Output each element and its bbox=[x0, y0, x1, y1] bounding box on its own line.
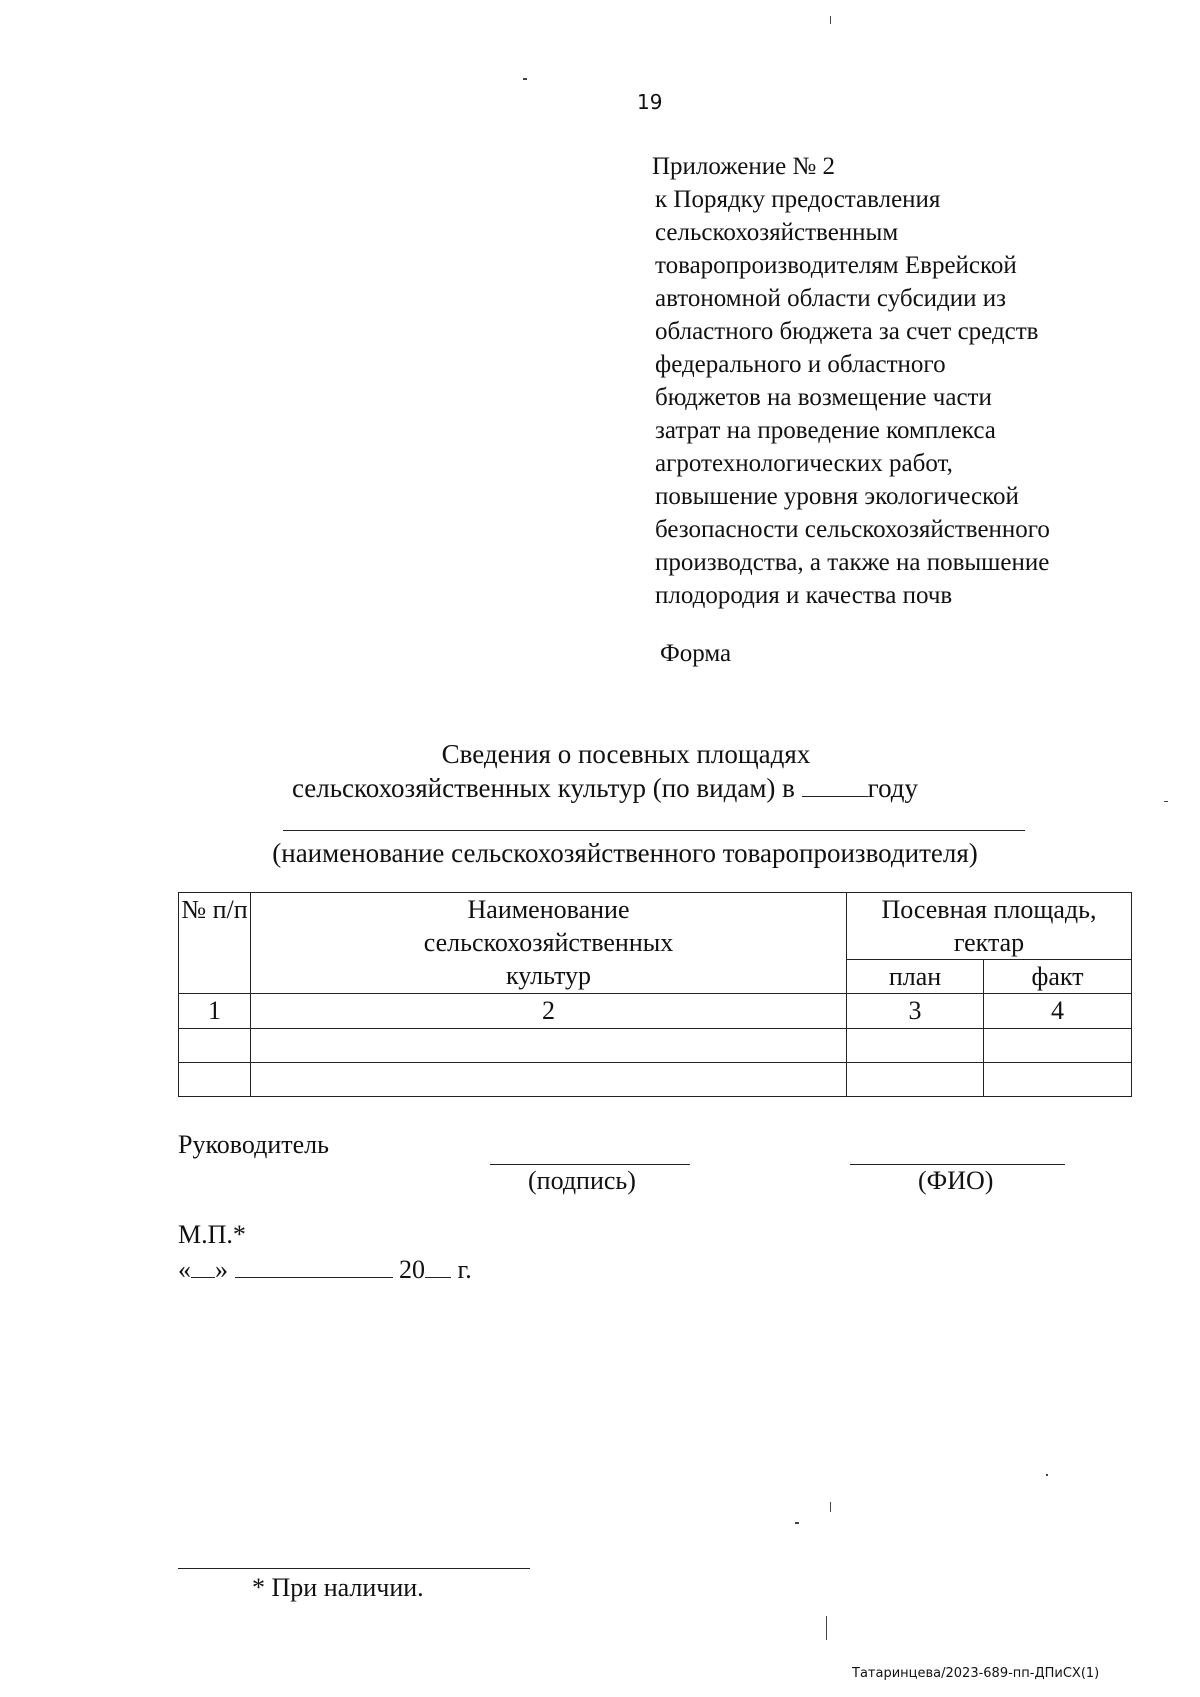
producer-caption bbox=[0, 838, 1200, 869]
date-row bbox=[178, 1253, 472, 1285]
document-title bbox=[0, 737, 1200, 805]
scan-mark bbox=[830, 16, 831, 24]
appendix-line: бюджетов на возмещение части bbox=[655, 384, 992, 411]
appendix-line: сельскохозяйственным bbox=[655, 219, 899, 246]
day-blank[interactable] bbox=[191, 1253, 215, 1278]
header-area: Посевная площадь, гектар bbox=[881, 895, 1097, 957]
appendix-line: областного бюджета за счет средств bbox=[655, 318, 1039, 345]
column-number: 2 bbox=[251, 994, 847, 1029]
scan-mark bbox=[826, 1616, 827, 1640]
appendix-line: производства, а также на повышение bbox=[655, 549, 1050, 576]
appendix-line: автономной области субсидии из bbox=[655, 285, 1007, 312]
stamp-label: М.П.* bbox=[178, 1220, 246, 1249]
empty-cell[interactable] bbox=[179, 1029, 251, 1063]
column-number: 4 bbox=[984, 994, 1132, 1029]
empty-cell[interactable] bbox=[847, 1029, 984, 1063]
appendix-line: федерального и областного bbox=[655, 351, 946, 378]
scan-mark bbox=[830, 1502, 831, 1512]
scan-mark bbox=[795, 1522, 799, 1524]
date-open-quote: « bbox=[178, 1255, 191, 1284]
footnote-separator bbox=[178, 1568, 530, 1569]
title-line-1: Сведения о посевных площадях bbox=[441, 739, 811, 769]
scan-mark bbox=[1046, 1474, 1048, 1476]
table-row bbox=[179, 1029, 1132, 1063]
header-name-cell bbox=[251, 893, 847, 994]
title-year-word: году bbox=[867, 773, 919, 803]
appendix-line: к Порядку предоставления bbox=[655, 186, 941, 213]
column-number: 3 bbox=[847, 994, 984, 1029]
month-blank[interactable] bbox=[235, 1253, 393, 1278]
appendix-line: Приложение № 2 bbox=[652, 153, 836, 180]
producer-caption-text: (наименование сельскохозяйственного товаропроизводителя) bbox=[272, 838, 978, 868]
fio-line[interactable] bbox=[850, 1164, 1065, 1165]
column-number: 1 bbox=[179, 994, 251, 1029]
title-line-2-text: сельскохозяйственных культур (по видам) в bbox=[291, 773, 795, 803]
header-plan: план bbox=[847, 960, 984, 994]
form-label: Форма bbox=[660, 640, 732, 667]
header-fact: факт bbox=[984, 960, 1132, 994]
header-num: № п/п bbox=[181, 895, 248, 924]
appendix-line: товаропроизводителям Еврейской bbox=[655, 252, 1017, 279]
appendix-line: повышение уровня экологической bbox=[655, 483, 1019, 510]
empty-cell[interactable] bbox=[251, 1029, 847, 1063]
date-close-quote: » bbox=[215, 1255, 228, 1284]
empty-cell[interactable] bbox=[847, 1063, 984, 1097]
year-blank-field[interactable] bbox=[802, 774, 868, 797]
appendix-header bbox=[652, 150, 1125, 612]
header-name: Наименование сельскохозяйственных культур bbox=[423, 895, 674, 990]
producer-name-line[interactable] bbox=[283, 830, 1025, 831]
empty-cell[interactable] bbox=[984, 1029, 1132, 1063]
appendix-line: безопасности сельскохозяйственного bbox=[655, 516, 1050, 543]
scan-mark bbox=[523, 78, 527, 80]
page-number: 19 bbox=[637, 90, 663, 114]
empty-cell[interactable] bbox=[179, 1063, 251, 1097]
scan-mark bbox=[1164, 801, 1168, 802]
empty-cell[interactable] bbox=[251, 1063, 847, 1097]
signature-caption: (подпись) bbox=[528, 1166, 636, 1195]
header-num-cell bbox=[179, 893, 251, 994]
head-label: Руководитель bbox=[178, 1130, 329, 1159]
signature-line[interactable] bbox=[490, 1164, 690, 1165]
footnote: * При наличии. bbox=[252, 1573, 424, 1602]
crops-table bbox=[178, 892, 1132, 1097]
fio-caption: (ФИО) bbox=[918, 1166, 994, 1195]
year-suffix: г. bbox=[457, 1255, 472, 1284]
appendix-line: плодородия и качества почв bbox=[655, 582, 953, 609]
header-area-cell bbox=[847, 893, 1132, 960]
empty-cell[interactable] bbox=[984, 1063, 1132, 1097]
year-blank[interactable] bbox=[425, 1253, 451, 1278]
appendix-line: агротехнологических работ, bbox=[655, 450, 953, 477]
appendix-line: затрат на проведение комплекса bbox=[655, 417, 996, 444]
document-code: Татаринцева/2023-689-пп-ДПиСХ(1) bbox=[852, 1666, 1100, 1681]
year-prefix: 20 bbox=[399, 1255, 425, 1284]
table-row bbox=[179, 1063, 1132, 1097]
title-line-2 bbox=[0, 771, 1200, 805]
